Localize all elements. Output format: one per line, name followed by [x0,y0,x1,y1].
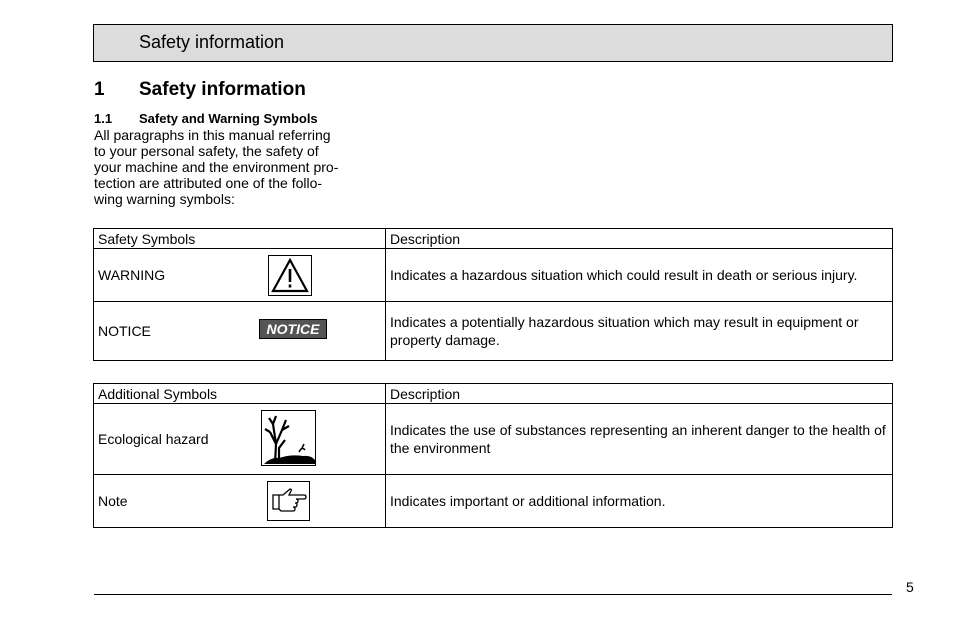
symbol-label: NOTICE [98,323,151,339]
table-row [94,404,893,475]
additional-symbols-table [93,383,893,528]
notice-badge-text: NOTICE [266,321,320,337]
notice-badge-icon [259,319,327,339]
subsection-title: Safety and Warning Symbols [139,111,318,126]
symbol-label: WARNING [98,267,166,283]
table-row [94,249,893,302]
symbol-description: Indicates important or additional information. [386,475,893,528]
section-title: Safety information [139,79,306,100]
table-row [94,302,893,361]
subsection-number: 1.1 [94,111,113,126]
page-header [93,24,893,62]
footer-divider [94,594,892,595]
header-title: Safety information [139,32,285,52]
intro-line: to your personal safety, the safety of [94,143,319,159]
intro-line: wing warning symbols: [94,191,235,207]
symbol-description: Indicates a potentially hazardous situation which may result in equipment or property damage. [386,302,893,361]
section-number: 1 [94,79,105,100]
column-header: Safety Symbols [94,229,386,249]
symbol-description: Indicates a hazardous situation which could result in death or serious injury. [386,249,893,302]
column-header: Description [386,384,893,404]
safety-symbols-table [93,228,893,361]
intro-line: your machine and the environment pro- [94,159,339,175]
intro-line: tection are attributed one of the follo- [94,175,323,191]
symbol-description: Indicates the use of substances representing an inherent danger to the health of the environment [386,404,893,475]
column-header: Additional Symbols [94,384,386,404]
intro-line: All paragraphs in this manual referring [94,127,331,143]
intro-paragraph [94,127,356,207]
dead-tree-icon [261,410,316,466]
page-number: 5 [906,579,914,595]
table-header-row [94,384,893,404]
symbol-label: Note [98,493,128,509]
column-header: Description [386,229,893,249]
symbol-label: Ecological hazard [98,431,209,447]
table-row [94,475,893,528]
table-header-row [94,229,893,249]
pointing-hand-icon [267,481,310,521]
warning-triangle-icon [268,255,312,296]
